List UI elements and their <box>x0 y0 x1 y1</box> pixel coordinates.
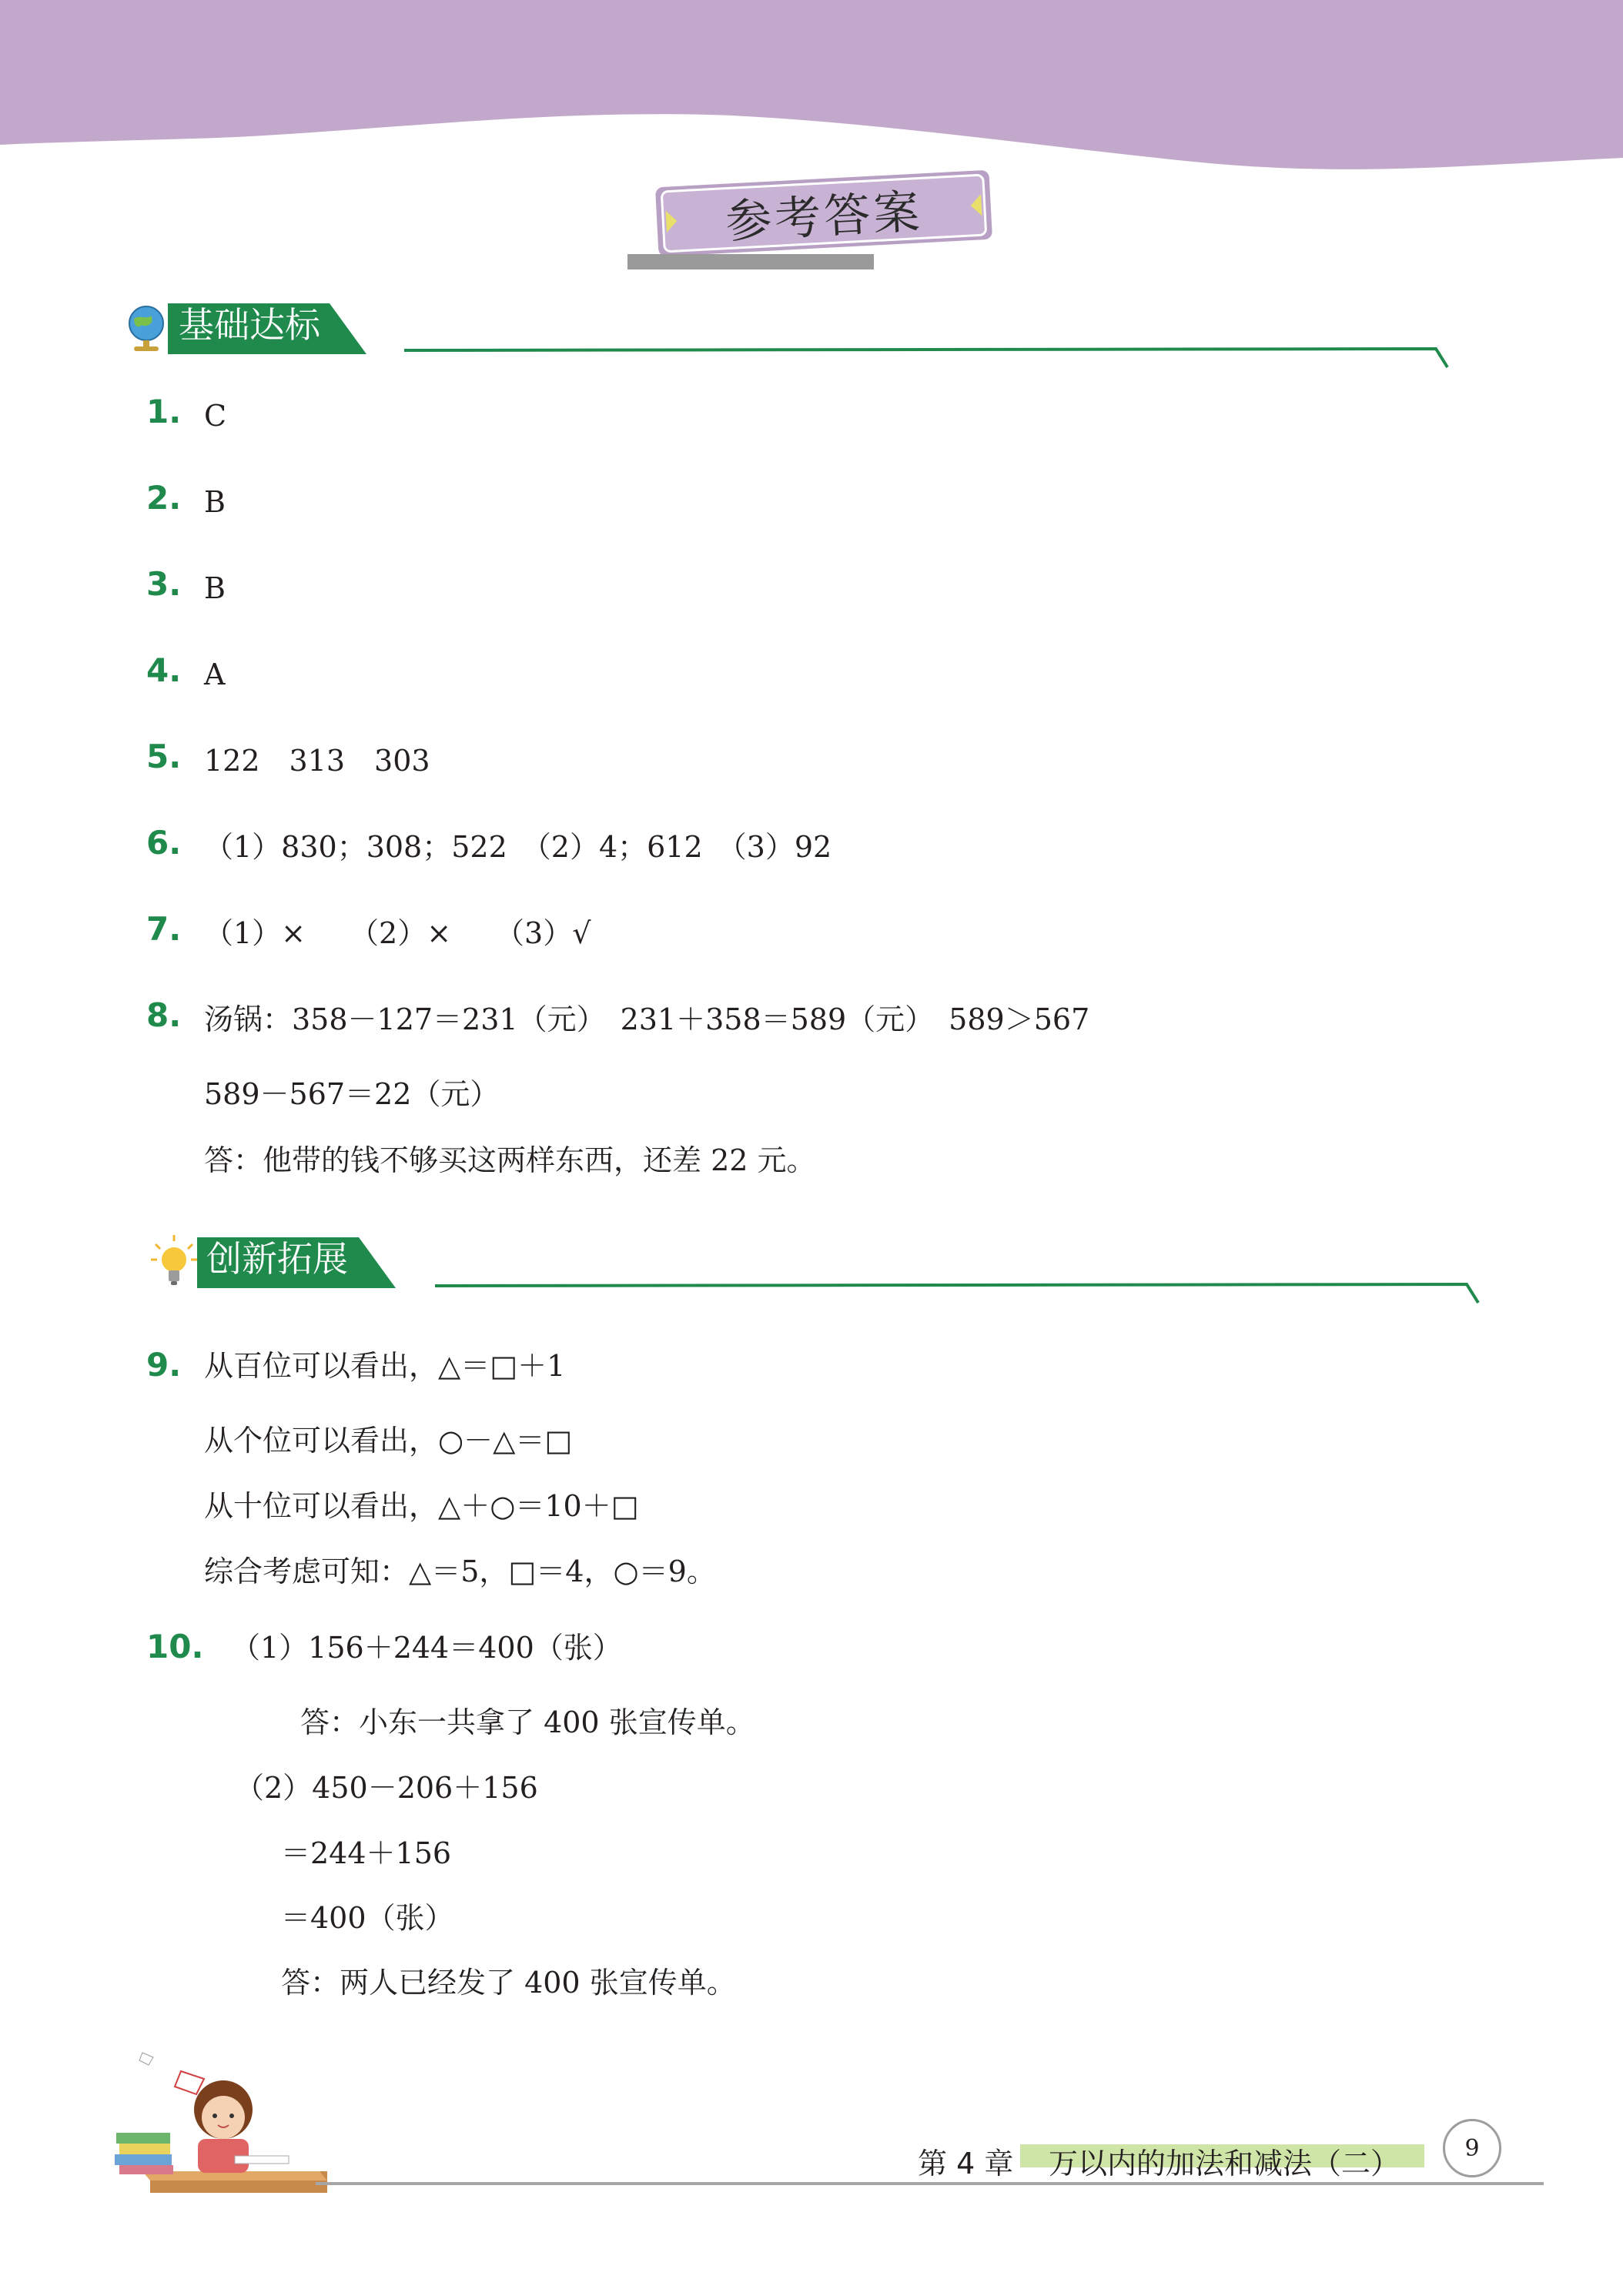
answer-item <box>146 996 181 1034</box>
answer-text: B <box>204 571 226 605</box>
answer-line: 从百位可以看出，△＝□＋1 <box>204 1349 566 1383</box>
answer-number: 7. <box>146 910 182 948</box>
answer-item <box>146 565 181 603</box>
answer-text: B <box>204 485 226 519</box>
answer-line: 答：两人已经发了 400 张宣传单。 <box>281 1966 736 2000</box>
answer-item <box>146 738 181 775</box>
answer-number: 9. <box>146 1346 182 1384</box>
answer-line: 汤锅：358－127＝231（元） 231＋358＝589（元） 589＞567 <box>204 1002 1090 1036</box>
answer-number: 5. <box>146 738 182 775</box>
answer-text: 122 313 303 <box>204 744 430 778</box>
answer-number: 2. <box>146 479 182 517</box>
answer-number: 3. <box>146 565 182 603</box>
answer-line: 综合考虑可知：△＝5，□＝4，○＝9。 <box>204 1555 716 1588</box>
answer-item <box>146 393 181 430</box>
answer-item <box>146 479 181 517</box>
lightbulb-icon <box>149 1233 199 1289</box>
answer-item <box>146 651 181 689</box>
answer-line: 从十位可以看出，△＋○＝10＋□ <box>204 1489 639 1523</box>
answer-text: （1）830；308；522 （2）4；612 （3）92 <box>204 830 832 864</box>
globe-icon <box>123 302 169 353</box>
answer-line: （1）156＋244＝400（张） <box>231 1631 622 1665</box>
answer-line: ＝244＋156 <box>281 1836 452 1870</box>
answer-line: （2）450－206＋156 <box>235 1771 538 1805</box>
section-extend-rule <box>435 1278 1482 1309</box>
answer-item <box>146 1628 203 1665</box>
top-wave-banner <box>0 0 1623 185</box>
section-basic-rule <box>404 343 1451 373</box>
section-extend-label: 创新拓展 <box>206 1238 348 1280</box>
footer-chapter-number: 第 4 章 <box>918 2147 1014 2181</box>
answer-number: 10. <box>146 1628 204 1665</box>
footer-rule <box>316 2182 1544 2185</box>
answer-number: 1. <box>146 393 182 430</box>
answer-number: 4. <box>146 651 182 689</box>
answer-line: 589－567＝22（元） <box>204 1077 500 1111</box>
answer-line: 答：他带的钱不够买这两样东西，还差 22 元。 <box>204 1143 816 1177</box>
answer-number: 8. <box>146 996 182 1034</box>
section-basic-label: 基础达标 <box>179 304 320 346</box>
answer-line: ＝400（张） <box>281 1901 454 1935</box>
answer-text: （1）× （2）× （3）√ <box>204 916 591 950</box>
title-underbar <box>627 254 874 269</box>
page-title: 参考答案 <box>724 185 924 249</box>
answer-item <box>146 1346 181 1384</box>
girl-reading-icon <box>112 2048 327 2217</box>
answer-item <box>146 824 181 862</box>
answer-line: 答：小东一共拿了 400 张宣传单。 <box>300 1705 755 1739</box>
answer-text: C <box>204 399 227 433</box>
page-number: 9 <box>1443 2119 1501 2177</box>
answer-item <box>146 910 181 948</box>
footer-chapter-title: 万以内的加法和减法（二） <box>1049 2147 1400 2181</box>
answer-number: 6. <box>146 824 182 862</box>
answer-line: 从个位可以看出，○－△＝□ <box>204 1424 573 1458</box>
answer-text: A <box>204 658 226 691</box>
